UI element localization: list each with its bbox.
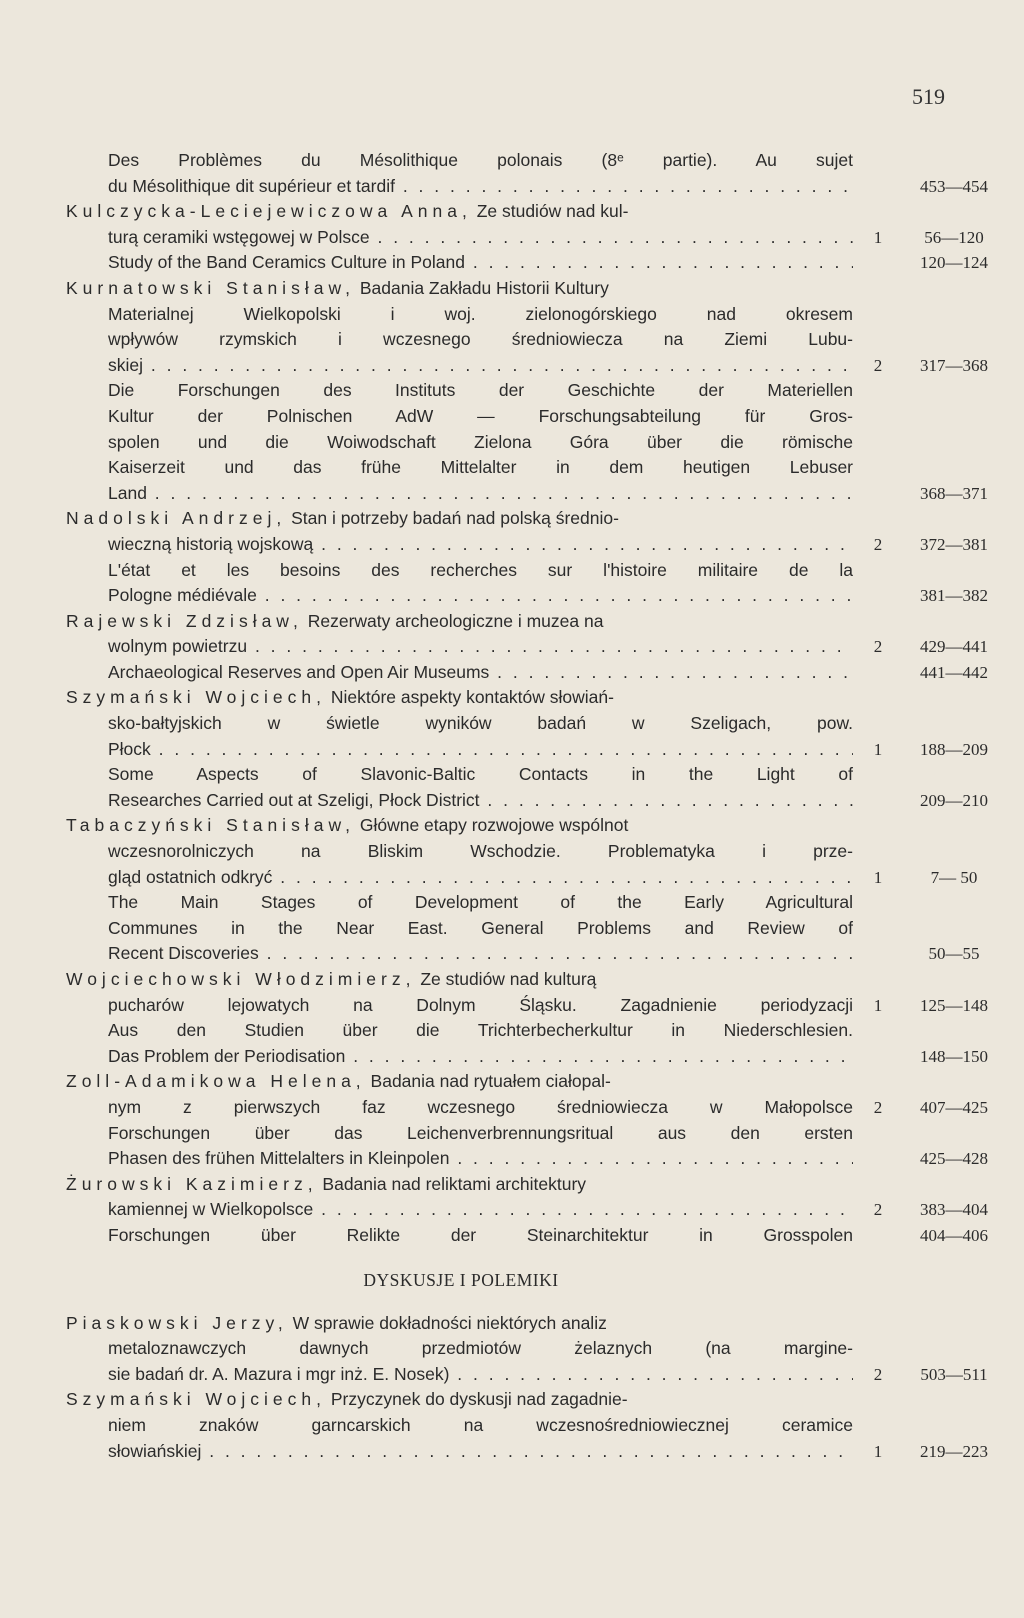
entry-line (66, 890, 946, 916)
entry-first-line (66, 276, 946, 302)
entry-line (66, 558, 946, 584)
entry-text-wrap (66, 276, 853, 302)
volume-number: 2 (873, 355, 883, 375)
title-text: Forschungen über Relikte der Steinarchitektur in Grosspolen (108, 1224, 853, 1245)
entry-text-wrap (108, 532, 853, 558)
entry-text-wrap (108, 1018, 853, 1044)
entry-text-wrap (108, 1146, 853, 1172)
title-text: słowiańskiej (108, 1440, 202, 1461)
entry-text (108, 711, 853, 737)
entry-first-line (66, 506, 946, 532)
entry-text-wrap (108, 634, 853, 660)
page-range: 368—371 (920, 483, 988, 503)
author-name: Zoll-Adamikowa Helena, (66, 1071, 366, 1092)
entry-text-wrap (108, 1362, 853, 1388)
entry-line (66, 378, 946, 404)
volume-number: 1 (873, 1441, 883, 1461)
entry-line (66, 660, 988, 686)
entry-text (108, 558, 853, 584)
entry-text (108, 993, 853, 1019)
entry-line (66, 225, 984, 251)
entry-text-wrap (108, 353, 853, 379)
volume-number: 1 (873, 867, 883, 887)
author-name: Nadolski Andrzej, (66, 508, 287, 529)
entry-text-wrap (108, 1197, 853, 1223)
entry-text-wrap (66, 813, 853, 839)
entry-text (108, 1336, 853, 1362)
entry-line (66, 941, 980, 967)
entry-line (66, 250, 988, 276)
title-text: spolen und die Woiwodschaft Zielona Góra über die römische (108, 431, 853, 452)
volume-number: 1 (873, 995, 883, 1015)
title-text: Archaeological Reserves and Open Air Museums (108, 661, 490, 682)
entry-text-wrap (108, 583, 853, 609)
entry-text (108, 1018, 853, 1044)
entry-first-line (66, 609, 946, 635)
entry-text (108, 148, 853, 174)
entry-text (108, 302, 853, 328)
entry-text-wrap (108, 1095, 853, 1121)
entry-line (66, 302, 946, 328)
page-range: 56—120 (924, 227, 984, 247)
title-text: Ze studiów nad kul- (471, 201, 629, 222)
entry-text-wrap (108, 1044, 853, 1070)
entry-text-wrap (108, 1223, 853, 1249)
entry-line (66, 1044, 988, 1070)
page-range: 50—55 (928, 944, 980, 964)
entry-text (108, 737, 853, 763)
entry-text-wrap (108, 148, 853, 174)
entry-text (108, 890, 853, 916)
title-text: Rezerwaty archeologiczne i muzea na (302, 610, 604, 631)
entry-line (66, 993, 988, 1019)
entry-text (108, 916, 853, 942)
entry-text-wrap (66, 1387, 853, 1413)
entry-text-wrap (108, 993, 853, 1019)
entry-line (66, 1223, 988, 1249)
entry-text (108, 1439, 853, 1465)
entry-text (66, 506, 853, 532)
entry-text-wrap (66, 199, 853, 225)
page-range: 219—223 (920, 1441, 988, 1461)
entry-text-wrap (108, 711, 853, 737)
entry-text-wrap (108, 865, 853, 891)
page-range: 407—425 (920, 1097, 988, 1117)
entry-line (66, 1121, 946, 1147)
entry-text (108, 378, 853, 404)
entry-text (66, 967, 853, 993)
entry-line (66, 711, 946, 737)
entry-text-wrap (108, 481, 853, 507)
page-range: 383—404 (920, 1200, 988, 1220)
entry-line (66, 1336, 946, 1362)
entry-text (108, 865, 853, 891)
page-range: 503—511 (920, 1364, 988, 1384)
entry-text-wrap (108, 941, 853, 967)
entry-text (108, 1121, 853, 1147)
title-text: Des Problèmes du Mésolithique polonais (8ᵉ partie). Au sujet (108, 150, 853, 170)
page-range: 441—442 (920, 662, 988, 682)
entry-text-wrap (108, 916, 853, 942)
entry-line (66, 404, 946, 430)
title-text: Land (108, 482, 147, 503)
entry-text-wrap (108, 737, 853, 763)
entry-text (108, 660, 853, 686)
entry-text (66, 609, 853, 635)
entry-text (66, 276, 853, 302)
title-text: nym z pierwszych faz wczesnego średniowiecza w Małopolsce (108, 1096, 853, 1117)
entry-first-line (66, 1069, 946, 1095)
page-range: 429—441 (920, 637, 988, 657)
entry-first-line (66, 813, 946, 839)
entry-text (108, 353, 853, 379)
entry-text-wrap (108, 1439, 853, 1465)
entry-text (108, 1197, 853, 1223)
title-text: sko-bałtyjskich w świetle wyników badań w Szeligach, pow. (108, 713, 853, 734)
entry-line (66, 1146, 988, 1172)
entry-line (66, 1095, 988, 1121)
entry-text (108, 839, 853, 865)
title-text: Ze studiów nad kulturą (415, 969, 597, 989)
entry-text (108, 762, 853, 788)
title-text: Kaiserzeit und das frühe Mittelalter in dem heutigen Lebuser (108, 457, 853, 478)
entry-text-wrap (66, 685, 853, 711)
entry-line (66, 1439, 988, 1465)
entry-text-wrap (66, 967, 853, 993)
title-text: W sprawie dokładności niektórych analiz (287, 1312, 607, 1333)
title-text: Niektóre aspekty kontaktów słowiań- (326, 687, 614, 708)
title-text: sie badań dr. A. Mazura i mgr inż. E. Nosek) (108, 1363, 450, 1384)
title-text: wpływów rzymskich i wczesnego średniowiecza na Ziemi Lubu- (108, 329, 853, 350)
entry-text (108, 404, 853, 430)
entry-text-wrap (108, 430, 853, 456)
volume-number: 2 (873, 534, 883, 554)
author-name: Tabaczyński Stanisław, (66, 815, 355, 836)
entry-text-wrap (66, 506, 853, 532)
page-number: 519 (912, 84, 945, 109)
entry-line (66, 1362, 988, 1388)
title-text: pucharów lejowatych na Dolnym Śląsku. Zagadnienie periodyzacji (108, 994, 853, 1015)
entry-text-wrap (108, 839, 853, 865)
author-name: Kulczycka-Leciejewiczowa Anna, (66, 201, 472, 222)
volume-number: 2 (873, 1364, 883, 1384)
title-text: wczesnorolniczych na Bliskim Wschodzie. Problematyka i prze- (108, 841, 853, 862)
title-text: gląd ostatnich odkryć (108, 866, 273, 887)
entry-text-wrap (66, 609, 853, 635)
entry-text-wrap (108, 788, 853, 814)
entry-line (66, 481, 988, 507)
entry-line (66, 353, 988, 379)
entry-text-wrap (108, 1413, 853, 1439)
section-heading: DYSKUSJE I POLEMIKI (363, 1269, 559, 1290)
page-range: 425—428 (920, 1149, 988, 1169)
page-range: 188—209 (920, 739, 988, 759)
entry-text-wrap (108, 225, 853, 251)
entry-text (108, 1413, 853, 1439)
entry-text (108, 327, 853, 353)
title-text: Aus den Studien über die Trichterbecherkultur in Niederschlesien. (108, 1020, 853, 1041)
entry-line (66, 1197, 988, 1223)
entry-line (66, 430, 946, 456)
author-name: Kurnatowski Stanisław, (66, 277, 355, 298)
entry-text (108, 788, 853, 814)
entry-text (108, 1223, 853, 1249)
title-text: wolnym powietrzu (108, 636, 248, 657)
entry-text (108, 481, 853, 507)
entry-text-wrap (108, 327, 853, 353)
entry-line (66, 865, 978, 891)
page-range: 7— 50 (930, 867, 978, 887)
entry-text (108, 174, 853, 200)
page-range: 381—382 (920, 586, 988, 606)
title-text: Badania nad reliktami architektury (317, 1173, 587, 1194)
title-text: Das Problem der Periodisation (108, 1045, 346, 1066)
entries-main (66, 148, 988, 1249)
entry-text (108, 583, 853, 609)
entry-line (66, 634, 988, 660)
page-range: 120—124 (920, 253, 988, 273)
author-name: Rajewski Zdzisław, (66, 610, 303, 631)
table-of-contents (66, 148, 988, 1464)
entries-polemics (66, 1311, 988, 1465)
entry-text (108, 634, 853, 660)
entry-text (108, 225, 853, 251)
entry-text (108, 250, 853, 276)
entry-text (108, 430, 853, 456)
entry-line (66, 762, 946, 788)
entry-line (66, 916, 946, 942)
entry-first-line (66, 1311, 946, 1337)
entry-text (66, 1172, 853, 1198)
title-text: Die Forschungen des Instituts der Geschichte der Materiellen (108, 380, 853, 401)
entry-text-wrap (108, 378, 853, 404)
entry-text-wrap (108, 762, 853, 788)
title-text: Badania nad rytuałem ciałopal- (365, 1071, 611, 1092)
author-name: Piaskowski Jerzy, (66, 1312, 288, 1333)
volume-number: 2 (873, 1200, 883, 1220)
title-text: Forschungen über das Leichenverbrennungsritual aus den ersten (108, 1122, 853, 1143)
entry-text-wrap (108, 250, 853, 276)
entry-text-wrap (66, 1172, 853, 1198)
entry-line (66, 174, 988, 200)
entry-line (66, 1413, 946, 1439)
title-text: Pologne médiévale (108, 585, 257, 606)
page-range: 404—406 (920, 1225, 988, 1245)
entry-text (66, 1311, 853, 1337)
title-text: Recent Discoveries (108, 943, 259, 964)
title-text: Kultur der Polnischen AdW — Forschungsabteilung für Gros- (108, 405, 853, 426)
entry-text (108, 532, 853, 558)
author-name: Wojciechowski Włodzimierz, (66, 969, 416, 989)
entry-text (108, 1146, 853, 1172)
entry-first-line (66, 1172, 946, 1198)
entry-text-wrap (66, 1069, 853, 1095)
page-range: 372—381 (920, 534, 988, 554)
title-text: Researches Carried out at Szeligi, Płock District (108, 789, 480, 810)
title-text: niem znaków garncarskich na wczesnośredniowiecznej ceramice (108, 1414, 853, 1435)
entry-text (108, 455, 853, 481)
title-text: Stan i potrzeby badań nad polską średnio- (286, 508, 619, 529)
volume-number: 1 (873, 739, 883, 759)
page-range: 148—150 (920, 1046, 988, 1066)
entry-text-wrap (108, 558, 853, 584)
author-name: Szymański Wojciech, (66, 1389, 327, 1410)
title-text: The Main Stages of Development of the Early Agricultural (108, 892, 853, 913)
volume-number: 1 (873, 227, 883, 247)
entry-line (66, 1018, 946, 1044)
entry-text (108, 1095, 853, 1121)
entry-first-line (66, 967, 946, 993)
entry-first-line (66, 199, 946, 225)
title-text: Study of the Band Ceramics Culture in Poland (108, 252, 465, 273)
title-text: Główne etapy rozwojowe wspólnot (354, 815, 629, 836)
entry-line (66, 737, 988, 763)
entry-text (108, 941, 853, 967)
entry-text-wrap (108, 660, 853, 686)
author-name: Żurowski Kazimierz, (66, 1173, 318, 1194)
entry-text-wrap (108, 1121, 853, 1147)
entry-first-line (66, 685, 946, 711)
title-text: Phasen des frühen Mittelalters in Kleinpolen (108, 1148, 450, 1169)
page-range: 317—368 (920, 355, 988, 375)
entry-line (66, 455, 946, 481)
page-range: 453—454 (920, 176, 988, 196)
title-text: turą ceramiki wstęgowej w Polsce (108, 226, 370, 247)
entry-text (66, 685, 853, 711)
entry-line (66, 788, 988, 814)
entry-line (66, 532, 988, 558)
title-text: Przyczynek do dyskusji nad zagadnie- (326, 1389, 628, 1410)
entry-text-wrap (108, 404, 853, 430)
title-text: skiej (108, 354, 144, 375)
title-text: wieczną historią wojskową (108, 533, 314, 554)
entry-first-line (66, 1387, 946, 1413)
volume-number: 2 (873, 637, 883, 657)
title-text: Badania Zakładu Historii Kultury (354, 277, 609, 298)
entry-line (66, 839, 946, 865)
author-name: Szymański Wojciech, (66, 687, 327, 708)
page-range: 209—210 (920, 790, 988, 810)
title-text: kamiennej w Wielkopolsce (108, 1199, 314, 1220)
entry-text-wrap (108, 174, 853, 200)
title-text: Płock (108, 738, 151, 759)
entry-text (108, 1044, 853, 1070)
entry-line (66, 583, 988, 609)
entry-text-wrap (108, 455, 853, 481)
entry-text (66, 199, 853, 225)
title-text: Some Aspects of Slavonic-Baltic Contacts in the Light of (108, 764, 853, 785)
entry-text-wrap (66, 1311, 853, 1337)
entry-text-wrap (108, 302, 853, 328)
title-text: metaloznawczych dawnych przedmiotów żelaznych (na margine- (108, 1338, 853, 1359)
entry-text-wrap (108, 890, 853, 916)
entry-text (66, 1069, 853, 1095)
page-range: 125—148 (920, 995, 988, 1015)
entry-text (66, 1387, 853, 1413)
title-text: du Mésolithique dit supérieur et tardif (108, 175, 395, 196)
entry-text (108, 1362, 853, 1388)
entry-text-wrap (108, 1336, 853, 1362)
title-text: Materialnej Wielkopolski i woj. zielonogórskiego nad okresem (108, 303, 853, 324)
title-text: L'état et les besoins des recherches sur l'histoire militaire de la (108, 559, 853, 580)
entry-line (66, 327, 946, 353)
entry-text (66, 813, 853, 839)
entry-line (66, 148, 946, 174)
title-text: Communes in the Near East. General Problems and Review of (108, 917, 853, 938)
volume-number: 2 (873, 1097, 883, 1117)
